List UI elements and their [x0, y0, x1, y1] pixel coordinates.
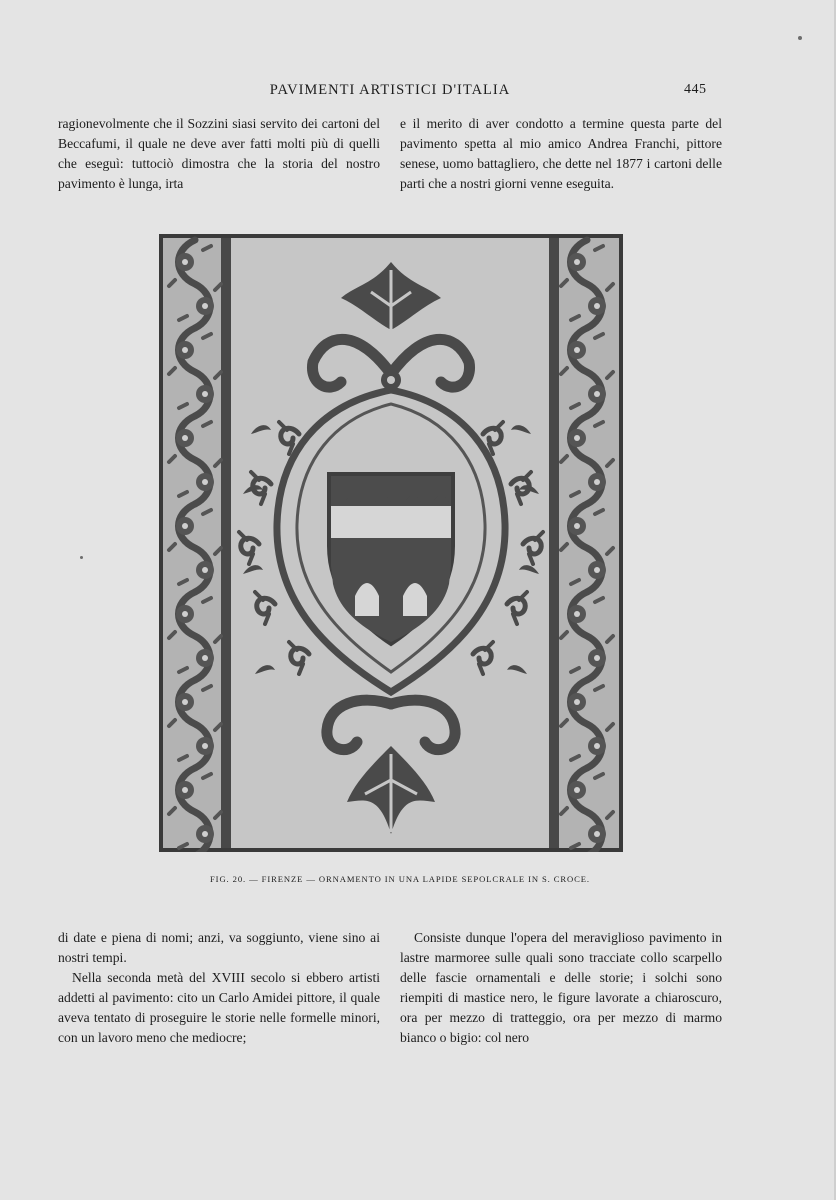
- paragraph: di date e piena di nomi; anzi, va soggiunto, viene sino ai nostri tempi.: [58, 930, 380, 965]
- figure-ornament-plate: [159, 234, 623, 852]
- running-title: PAVIMENTI ARTISTICI D'ITALIA: [269, 82, 511, 98]
- text-column-bottom-left: [58, 928, 380, 1048]
- paragraph: ragionevolmente che il Sozzini siasi servito dei cartoni del Beccafumi, il quale ne deve aver fatti molti più di quelli che eseguì: tuttociò dimostra che la storia del nostro pavimento è lunga, irta: [58, 116, 380, 191]
- figure-caption: FIG. 20. — FIRENZE — ORNAMENTO IN UNA LAPIDE SEPOLCRALE IN S. CROCE.: [210, 874, 590, 884]
- paragraph: Consiste dunque l'opera del meraviglioso pavimento in lastre marmoree sulle quali sono tracciate collo scarpello delle fascie ornamentali e delle storie; i solchi sono riempiti di mastice nero, le figure lavorate a chiaroscuro, ora per mezzo di tratteggio, ora per mezzo di marmo bianco o bigio: col nero: [400, 930, 722, 1045]
- paragraph: e il merito di aver condotto a termine questa parte del pavimento spetta al mio amico Andrea Franchi, pittore senese, uomo battagliero, che dette nel 1877 i cartoni delle parti che a nostri giorni venne eseguita.: [400, 116, 722, 191]
- tombstone-ornament-illustration: [159, 234, 623, 852]
- text-column-top-right: [400, 114, 722, 194]
- page-number: 445: [684, 82, 707, 97]
- running-header: [0, 82, 836, 102]
- paper-speck: [798, 36, 802, 40]
- text-column-top-left: [58, 114, 380, 194]
- paragraph: Nella seconda metà del XVIII secolo si ebbero artisti addetti al pavimento: cito un Carlo Amidei pittore, il quale aveva tentato di proseguire le storie nelle formelle minori, con un lavoro meno che mediocre;: [58, 970, 380, 1045]
- paper-speck: [80, 556, 83, 559]
- text-column-bottom-right: [400, 928, 722, 1048]
